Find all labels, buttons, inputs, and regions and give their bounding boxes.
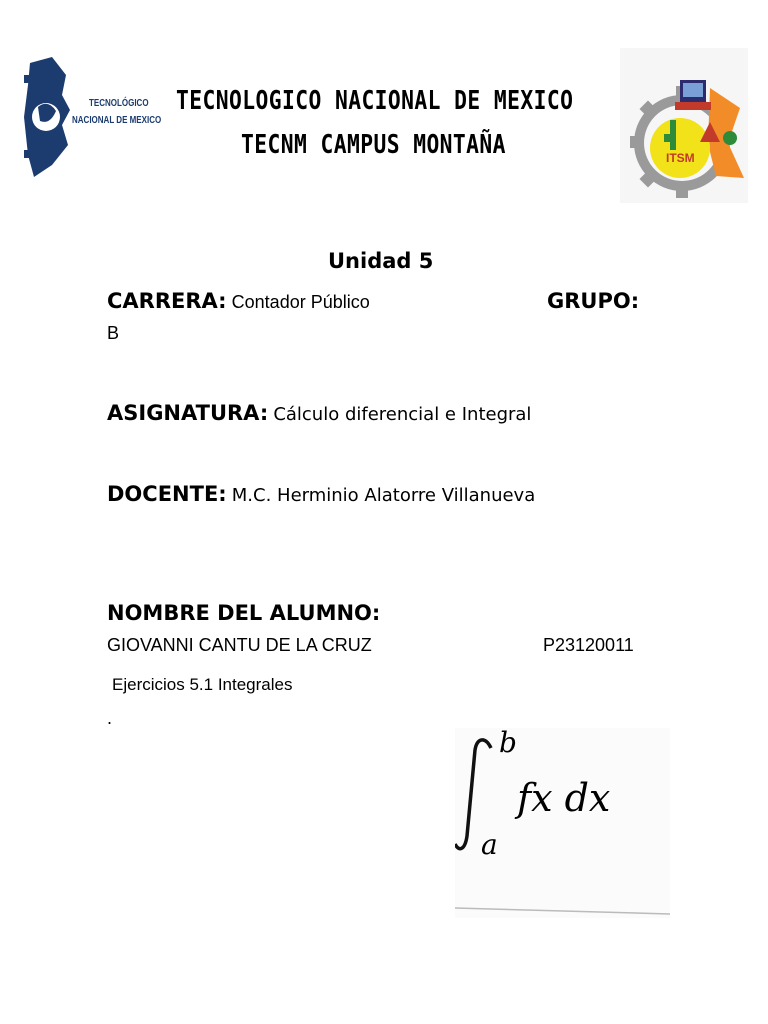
docente-row xyxy=(107,482,535,506)
grupo-value: B xyxy=(107,323,120,343)
carrera-row xyxy=(107,289,370,313)
alumno-label: NOMBRE DEL ALUMNO: xyxy=(107,601,381,625)
asignatura-label: ASIGNATURA: xyxy=(107,401,269,425)
tecnm-logo xyxy=(22,55,162,180)
asignatura-row xyxy=(107,401,531,425)
tecnm-gear-icon xyxy=(22,55,72,180)
docente-value: M.C. Herminio Alatorre Villanueva xyxy=(231,485,536,506)
itsm-logo xyxy=(620,48,748,203)
carrera-label: CARRERA: xyxy=(107,289,227,313)
ejercicios-text: Ejercicios 5.1 Integrales xyxy=(112,675,293,694)
integral-formula-image xyxy=(455,728,670,918)
header-title-2: TECNM CAMPUS MONTAÑA xyxy=(241,130,506,160)
itsm-gear-icon xyxy=(620,48,748,203)
dot-text: . xyxy=(107,708,113,728)
alumno-name: GIOVANNI CANTU DE LA CRUZ xyxy=(107,635,372,655)
asignatura-value: Cálculo diferencial e Integral xyxy=(273,404,532,425)
docente-label: DOCENTE: xyxy=(107,482,227,506)
header-title-1: TECNOLOGICO NACIONAL DE MEXICO xyxy=(176,86,574,116)
integral-lower-limit: a xyxy=(481,828,498,861)
integral-sign-icon xyxy=(455,728,670,918)
unidad-heading: Unidad 5 xyxy=(328,249,434,273)
integral-body: fx dx xyxy=(517,776,611,820)
carrera-value: Contador Público xyxy=(231,292,370,312)
tecnm-logo-text-1: TECNOLÓGICO xyxy=(89,98,149,109)
grupo-label: GRUPO: xyxy=(547,289,640,313)
tecnm-logo-text-2: NACIONAL DE MEXICO xyxy=(72,115,162,126)
alumno-id: P23120011 xyxy=(543,635,634,655)
integral-upper-limit: b xyxy=(499,726,517,759)
itsm-logo-text: ITSM xyxy=(666,151,695,165)
